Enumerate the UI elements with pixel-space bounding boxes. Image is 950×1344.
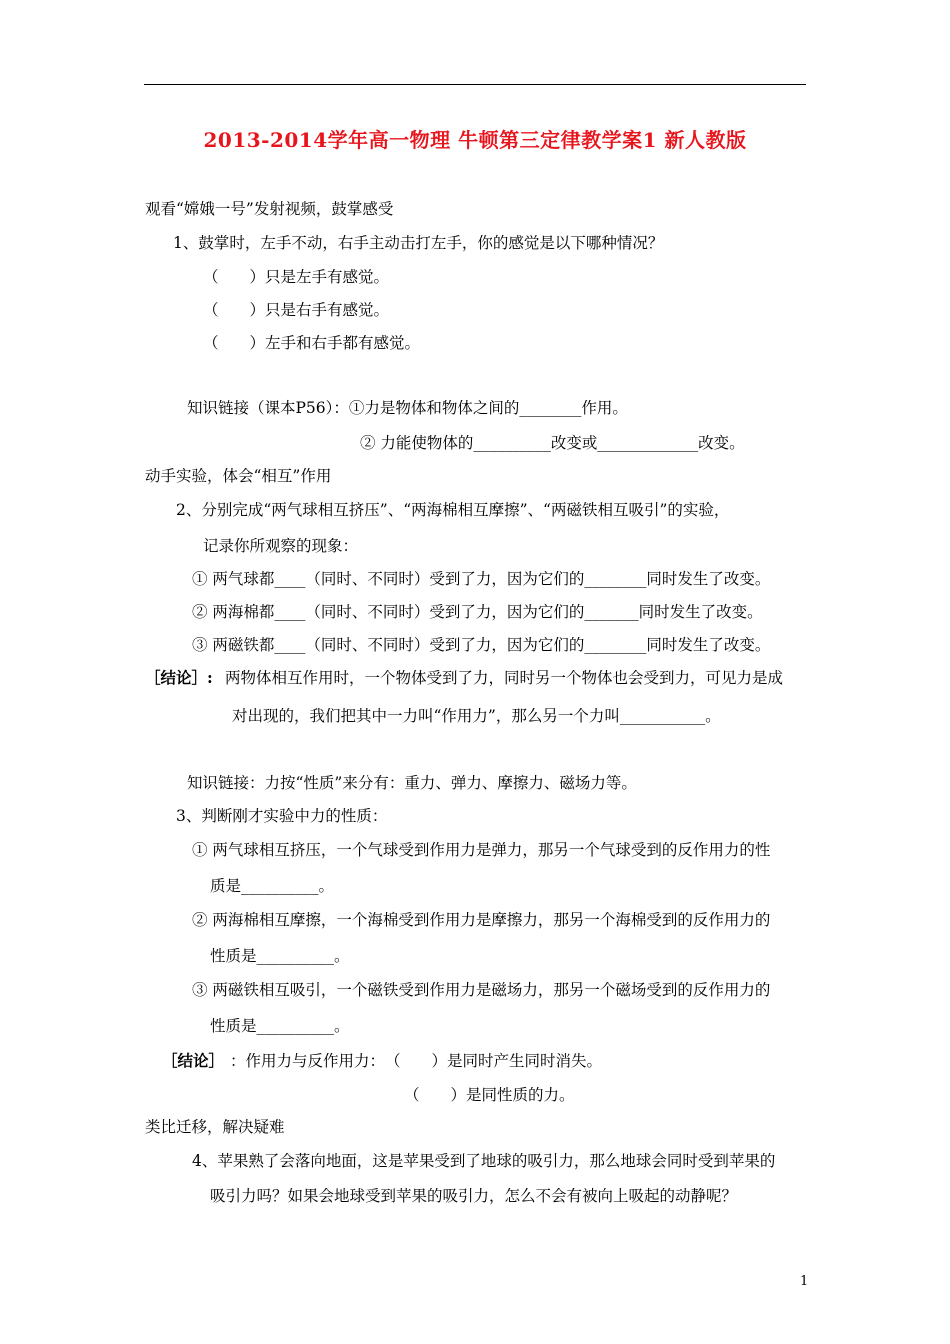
page-number: 1: [800, 1274, 809, 1289]
question-2-item-3: ③ 两磁铁都____（同时、不同时）受到了力，因为它们的________同时发生了改变。: [192, 636, 771, 654]
question-3-item-3: ③ 两磁铁相互吸引，一个磁铁受到作用力是磁场力，那另一个磁场受到的反作用力的: [192, 981, 771, 999]
question-2-record: 记录你所观察的现象：: [203, 537, 359, 555]
question-2: 2、分别完成“两气球相互挤压”、“两海棉相互摩擦”、“两磁铁相互吸引”的实验，: [176, 501, 730, 519]
conclusion-2-text: ：作用力与反作用力： （ ）是同时产生同时消失。: [230, 1052, 603, 1070]
intro-analogy: 类比迁移，解决疑难: [145, 1118, 285, 1136]
question-4-cont: 吸引力吗？如果会地球受到苹果的吸引力，怎么不会有被向上吸起的动静呢？: [210, 1187, 738, 1205]
question-3-item-3-cont: 性质是__________。: [210, 1017, 350, 1035]
document-title: 2013-2014学年高一物理 牛顿第三定律教学案1 新人教版: [203, 128, 747, 152]
conclusion-1-text: 两物体相互作用时，一个物体受到了力，同时另一个物体也会受到力，可见力是成: [225, 669, 784, 687]
conclusion-2-label: ［结论］: [162, 1051, 225, 1070]
intro-experiment: 动手实验，体会“相互”作用: [145, 467, 332, 485]
question-2-item-2: ② 两海棉都____（同时、不同时）受到了力，因为它们的_______同时发生了改变。: [192, 603, 763, 621]
knowledge-link-3: 知识链接：力按“性质”来分有：重力、弹力、摩擦力、磁场力等。: [187, 774, 637, 792]
option-1b: （ ）只是右手有感觉。: [203, 301, 390, 319]
conclusion-1-text-2: 对出现的，我们把其中一力叫“作用力”，那么另一个力叫___________。: [232, 707, 721, 725]
question-3-item-1-cont: 质是__________。: [210, 877, 335, 895]
question-4: 4、苹果熟了会落向地面，这是苹果受到了地球的吸引力，那么地球会同时受到苹果的: [192, 1152, 776, 1170]
question-3: 3、判断刚才实验中力的性质：: [176, 807, 388, 825]
intro-video: 观看“嫦娥一号”发射视频，鼓掌感受: [145, 200, 394, 218]
question-2-item-1: ① 两气球都____（同时、不同时）受到了力，因为它们的________同时发生了改变。: [192, 570, 771, 588]
knowledge-link-2: ② 力能使物体的__________改变或_____________改变。: [360, 434, 745, 452]
option-1a: （ ）只是左手有感觉。: [203, 268, 390, 286]
option-1c: （ ）左手和右手都有感觉。: [203, 334, 421, 352]
header-rule: [144, 84, 806, 85]
question-3-item-1: ① 两气球相互挤压，一个气球受到作用力是弹力，那另一个气球受到的反作用力的性: [192, 841, 771, 859]
conclusion-2-text-2: （ ）是同性质的力。: [404, 1086, 575, 1104]
question-3-item-2: ② 两海棉相互摩擦，一个海棉受到作用力是摩擦力，那另一个海棉受到的反作用力的: [192, 911, 771, 929]
knowledge-link-1: 知识链接（课本P56）：①力是物体和物体之间的________作用。: [187, 399, 628, 417]
question-1: 1、鼓掌时，左手不动，右手主动击打左手，你的感觉是以下哪种情况？: [173, 234, 664, 252]
conclusion-1-label: ［结论］:: [145, 668, 213, 687]
question-3-item-2-cont: 性质是__________。: [210, 947, 350, 965]
